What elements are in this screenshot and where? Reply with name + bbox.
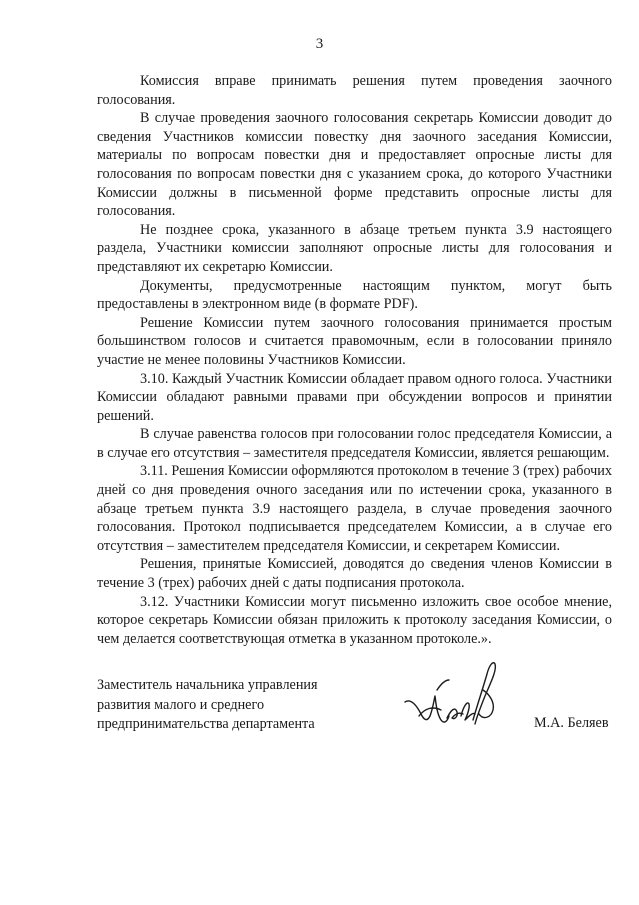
signer-title-line: Заместитель начальника управления: [97, 677, 318, 693]
handwritten-signature: [397, 650, 507, 740]
paragraph: Решение Комиссии путем заочного голосования принимается простым большинством голосов и считается правомочным, если в голосовании приняло участие не менее половины Участников Комиссии.: [97, 314, 612, 368]
paragraph: 3.12. Участники Комиссии могут письменно изложить свое особое мнение, которое секретарь Комиссии обязан приложить к протоколу заседания Комиссии, о чем делается соответствующая отметка в указанном протоколе.».: [97, 593, 612, 647]
signer-title-line: предпринимательства департамента: [97, 716, 315, 732]
signature-block: [97, 676, 617, 756]
document-body: [97, 72, 612, 648]
paragraph: В случае проведения заочного голосования секретарь Комиссии доводит до сведения Участников комиссии повестку дня заочного заседания Комиссии, материалы по вопросам повестки дня и предоставляет опросные листы для голосования по вопросам повестки дня с указанием срока, до которого Участники Комиссии должны в письменной форме представить опросные листы для голосования.: [97, 110, 612, 220]
signer-title-line: развития малого и среднего: [97, 696, 265, 713]
paragraph: 3.11. Решения Комиссии оформляются протоколом в течение 3 (трех) рабочих дней со дня проведения очного заседания или по истечении срока, указанного в абзаце третьем пункта 3.9 настоящего раздела, в случае проведения заочного голосования. Протокол подписывается председателем Комиссии, а в случае его отсутствия – заместителем председателя Комиссии, и секретарем Комиссии.: [97, 463, 612, 554]
page-number: 3: [315, 36, 324, 52]
signer-title: [97, 676, 357, 735]
paragraph: 3.10. Каждый Участник Комиссии обладает правом одного голоса. Участники Комиссии обладают равными правами при обсуждении вопросов и принятии решений.: [97, 370, 612, 424]
paragraph: В случае равенства голосов при голосовании голос председателя Комиссии, а в случае его отсутствия – заместителя председателя Комиссии, является решающим.: [97, 426, 612, 461]
signer-name: М.А. Беляев: [534, 715, 609, 731]
paragraph: Комиссия вправе принимать решения путем проведения заочного голосования.: [97, 73, 612, 108]
paragraph: Не позднее срока, указанного в абзаце третьем пункта 3.9 настоящего раздела, Участники комиссии заполняют опросные листы для голосования и представляют их секретарю Комиссии.: [97, 221, 612, 275]
paragraph: Документы, предусмотренные настоящим пунктом, могут быть предоставлены в электронном виде (в формате PDF).: [97, 277, 612, 313]
paragraph: Решения, принятые Комиссией, доводятся до сведения членов Комиссии в течение 3 (трех) рабочих дней с даты подписания протокола.: [97, 556, 612, 592]
